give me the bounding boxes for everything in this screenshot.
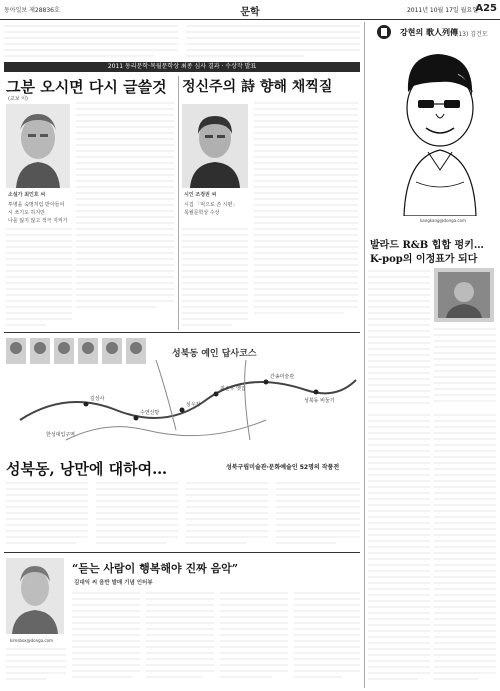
serial-headline: 발라드 R&B 힙합 펑키… (370, 240, 484, 251)
feature4-headline: “듣는 사람이 행복해야 진짜 음악” (72, 562, 239, 575)
tour-map (6, 340, 360, 450)
feature2-body-left (182, 226, 248, 330)
feature4-body (72, 590, 360, 686)
page-date: 2011년 10월 17일 월요일 (406, 7, 478, 14)
feature4-rule (4, 552, 360, 553)
serial-logo-icon (372, 24, 396, 40)
serial-headline-2: K-pop의 이정표가 되다 (370, 254, 478, 265)
serial-body-right (434, 326, 496, 408)
page-header (0, 0, 500, 20)
feature2-quote-1: 시집 「먹으로 쓴 시편」 (184, 202, 238, 208)
author-photo-choi (6, 104, 70, 188)
feature3-body (6, 480, 360, 550)
serial-subtitle: (13) 김건모 (456, 31, 488, 38)
feature1-quote-2: 시 쓰기도 하지만 (8, 210, 45, 216)
map-label-3: 심우장 (186, 402, 201, 408)
feature2-quote-2: 목월문학상 수상 (184, 210, 220, 216)
page-number: A25 (475, 3, 497, 14)
feature3-headline: 성북동, 낭만에 대하여… (6, 460, 168, 478)
singer-photo-credit: kimsbox@donga.com (10, 638, 53, 643)
award-banner: 2011 동리문학‧목월문학상 최종 심사 결과 · 수상작 발표 (4, 62, 360, 72)
map-section-rule (4, 332, 360, 333)
section-title: 문학 (240, 7, 260, 18)
singer-photo (6, 558, 64, 634)
feature1-body (76, 100, 174, 330)
map-label-7: 한성대입구역 (46, 432, 75, 438)
feature1-caption: 소설가 최인호 씨 (8, 192, 46, 198)
feature1-headline: 그분 오시면 다시 글쓸것 (6, 78, 167, 96)
map-label-1: 길상사 (90, 396, 105, 402)
feature1-kicker: (교보 이) (8, 96, 28, 102)
album-photo (434, 268, 494, 322)
feature1-quote-1: 투병을 숙명처럼 받아들여 (8, 202, 65, 208)
serial-body-lower (368, 412, 496, 688)
masthead: 동아일보 제28836호 (4, 7, 60, 14)
feature4-subhead: 김대익 씨 음반 발매 기념 인터뷰 (74, 580, 153, 586)
map-label-4: 최순우 옛집 (220, 386, 246, 392)
feature4-body-left (6, 646, 66, 686)
feature3-subhead: 성북구립미술관‧문화예술인 52명의 작품전 (226, 464, 340, 471)
feature1-quote-3: 나를 잃지 않고 적극 지켜가 (8, 218, 68, 224)
caricature-illustration (378, 42, 494, 216)
illustration-credit: kangkang@donga.com (420, 218, 466, 223)
map-title: 성북동 예인 답사코스 (172, 349, 257, 359)
feature2-headline: 정신주의 詩 향해 채찍질 (182, 79, 333, 95)
column-divider (178, 76, 179, 330)
feature2-body (254, 100, 358, 330)
map-label-5: 간송미술관 (270, 374, 295, 380)
intro-text (4, 23, 360, 59)
map-label-6: 성북동 비둘기 (304, 398, 335, 404)
feature1-body-left (6, 226, 72, 330)
serial-title: 강현의 歌人列傳 (400, 28, 458, 37)
author-photo-cho (182, 104, 248, 188)
map-label-2: 수연산방 (140, 410, 160, 416)
feature2-caption: 시인 조정권 씨 (184, 192, 217, 198)
right-column-divider (364, 22, 365, 688)
